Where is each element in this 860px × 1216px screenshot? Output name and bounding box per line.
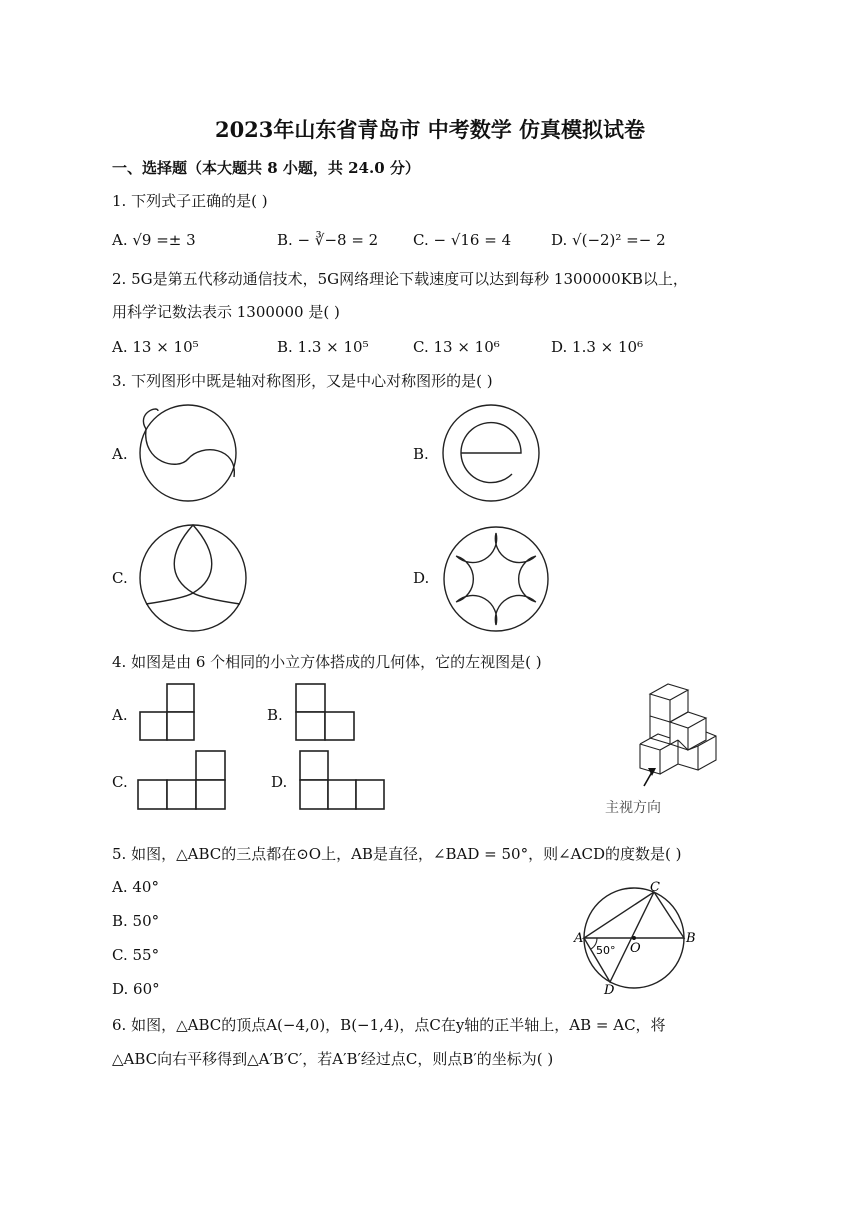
q3-figure-d-star [456,533,536,625]
q2-option-b: B. 1.3 × 10⁵ [277,338,369,356]
q3-figure-c [138,518,248,636]
q4-label-a: A. [112,706,128,724]
q3-figure-a [138,403,238,503]
q5-option-a: A. 40° [112,878,159,896]
q2-option-d: D. 1.3 × 10⁶ [551,338,644,356]
q5-point-a: A [574,931,584,946]
q4-option-a-view [138,683,198,743]
q4-option-c-view [137,750,229,810]
q5-circle-figure [570,878,700,998]
section-heading: 一、选择题（本大题共 8 小题，共 24.0 分） [112,159,420,177]
q6-stem-line1: 6. 如图，△ABC的顶点A(−4,0)，B(−1,4)，点C在y轴的正半轴上，AB = AC，将 [112,1016,666,1034]
q3-stem: 3. 下列图形中既是轴对称图形，又是中心对称图形的是( ) [112,372,493,390]
q4-figure-caption: 主视方向 [605,800,661,816]
q5-angle-label: 50° [596,944,616,957]
q2-option-c: C. 13 × 10⁶ [413,338,500,356]
q1-option-b: B. − ∛−8 = 2 [277,231,379,249]
q1-stem: 1. 下列式子正确的是( ) [112,192,268,210]
q2-stem-line2: 用科学记数法表示 1300000 是( ) [112,303,340,321]
q5-point-b: B [686,931,696,946]
q4-label-c: C. [112,773,128,791]
q4-label-d: D. [271,773,288,791]
q5-option-c: C. 55° [112,946,160,964]
q5-stem: 5. 如图，△ABC的三点都在⊙O上，AB是直径，∠BAD = 50°，则∠ACD的度数是( ) [112,845,682,863]
q4-stem: 4. 如图是由 6 个相同的小立方体搭成的几何体，它的左视图是( ) [112,653,542,671]
page-title: 2023年山东省青岛市 中考数学 仿真模拟试卷 [214,117,646,142]
q3-label-b: B. [413,445,429,463]
q5-option-b: B. 50° [112,912,160,930]
q2-stem-line1: 2. 5G是第五代移动通信技术，5G网络理论下载速度可以达到每秒 1300000KB以上， [112,270,688,288]
q5-point-o: O [630,941,641,956]
q4-option-b-view [294,683,356,743]
q5-point-c: C [650,880,660,895]
q3-figure-b [441,403,541,503]
q3-label-c: C. [112,569,128,587]
q1-option-a: A. √9 =± 3 [112,231,196,249]
q3-figure-d [441,524,551,634]
q5-point-d: D [604,983,615,998]
q5-option-d: D. 60° [112,980,160,998]
q2-option-a: A. 13 × 10⁵ [112,338,199,356]
q4-option-d-view [298,750,388,810]
q1-option-d: D. √(−2)² =− 2 [551,231,666,249]
q6-stem-line2: △ABC向右平移得到△A′B′C′，若A′B′经过点C，则点B′的坐标为( ) [112,1050,554,1068]
q1-option-c: C. − √16 = 4 [413,231,512,249]
q3-label-d: D. [413,569,430,587]
q3-label-a: A. [112,445,128,463]
q4-cube-figure [630,676,730,788]
q4-label-b: B. [267,706,283,724]
